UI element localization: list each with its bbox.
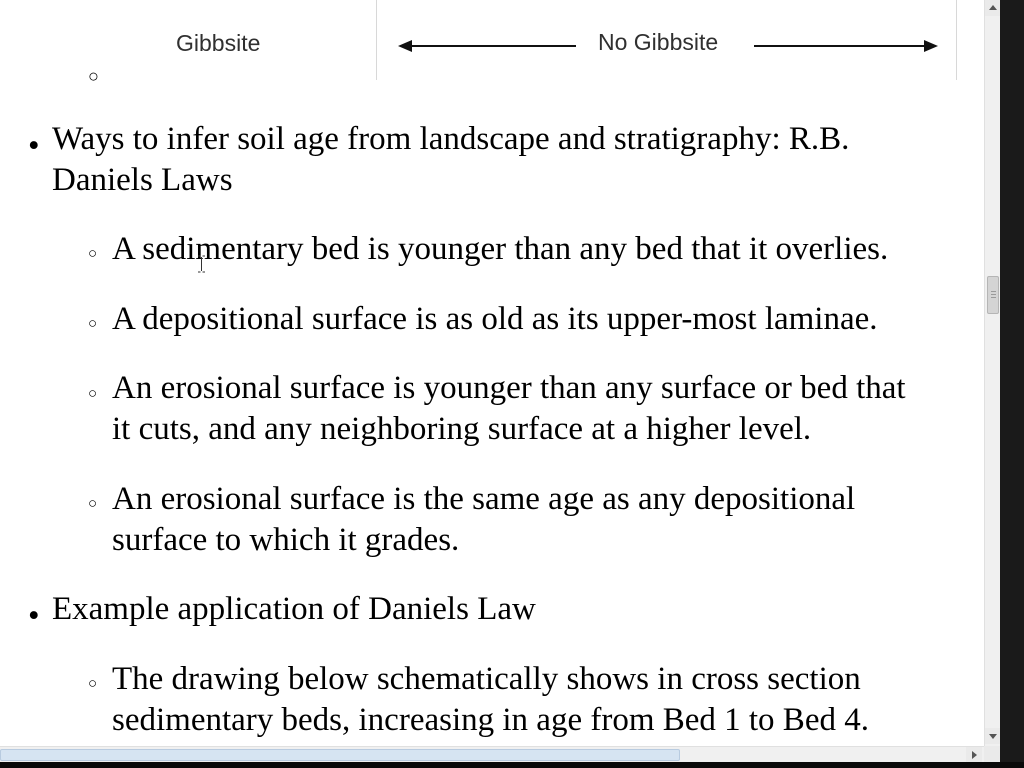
text-line: A depositional surface is as old as its upper-most laminae.	[112, 301, 878, 337]
sub-list-bullet: ○	[88, 676, 98, 692]
arrow-left-shaft	[410, 45, 576, 47]
window-edge-right	[1000, 0, 1024, 768]
scrollbar-corner	[984, 746, 1000, 762]
i-beam-cursor-icon	[197, 255, 206, 273]
thumb-grip	[991, 294, 996, 295]
figure-divider	[376, 0, 377, 80]
text-line: The drawing below schematically shows in cross section	[112, 661, 861, 697]
sub-list-bullet: ○	[88, 496, 98, 512]
sub-list-bullet: ○	[88, 316, 98, 332]
scroll-right-arrow-icon	[972, 751, 977, 759]
list-item-daniels-laws	[52, 119, 849, 201]
figure-label-no-gibbsite: No Gibbsite	[598, 29, 719, 55]
text-line: Example application of Daniels Law	[52, 591, 536, 627]
list-item-example-application	[52, 589, 536, 630]
arrow-right-shaft	[754, 45, 926, 47]
figure-divider	[956, 0, 957, 80]
thumb-grip	[991, 297, 996, 298]
sub-list-bullet: ○	[88, 386, 98, 402]
text-line: An erosional surface is younger than any surface or bed that	[112, 370, 906, 406]
sub-list-bullet: ○	[88, 246, 98, 262]
vertical-scrollbar[interactable]	[984, 0, 1001, 746]
text-line: Daniels Laws	[52, 162, 233, 198]
scroll-right-button[interactable]	[966, 747, 982, 763]
horizontal-scrollbar[interactable]	[0, 746, 984, 763]
list-bullet: •	[28, 598, 40, 634]
text-line: sedimentary beds, increasing in age from Bed 1 to Bed 4.	[112, 702, 869, 738]
empty-list-bullet: ○	[88, 66, 99, 86]
scroll-down-button[interactable]	[985, 728, 1001, 744]
sub-item-sedimentary-bed	[112, 229, 888, 270]
window-edge-bottom	[0, 762, 1024, 768]
vertical-scroll-thumb[interactable]	[987, 276, 999, 314]
embedded-figure	[0, 0, 984, 80]
scroll-up-arrow-icon	[989, 5, 997, 10]
horizontal-scroll-thumb[interactable]	[0, 749, 680, 761]
scroll-up-button[interactable]	[985, 0, 1001, 16]
text-line: A sedimentary bed is younger than any bed that it overlies.	[112, 231, 889, 267]
arrow-right-icon	[924, 40, 938, 52]
sub-item-drawing-description	[112, 659, 869, 741]
sub-item-erosional-surface-same-age	[112, 479, 855, 561]
sub-item-erosional-surface-younger	[112, 368, 906, 450]
text-line: it cuts, and any neighboring surface at a higher level.	[112, 411, 812, 447]
text-line: Ways to infer soil age from landscape and stratigraphy: R.B.	[52, 121, 850, 157]
sub-item-depositional-surface	[112, 299, 878, 340]
list-bullet: •	[28, 128, 40, 164]
scroll-down-arrow-icon	[989, 734, 997, 739]
text-line: surface to which it grades.	[112, 522, 460, 558]
figure-label-gibbsite: Gibbsite	[176, 30, 261, 56]
thumb-grip	[991, 291, 996, 292]
text-line: An erosional surface is the same age as any depositional	[112, 481, 856, 517]
